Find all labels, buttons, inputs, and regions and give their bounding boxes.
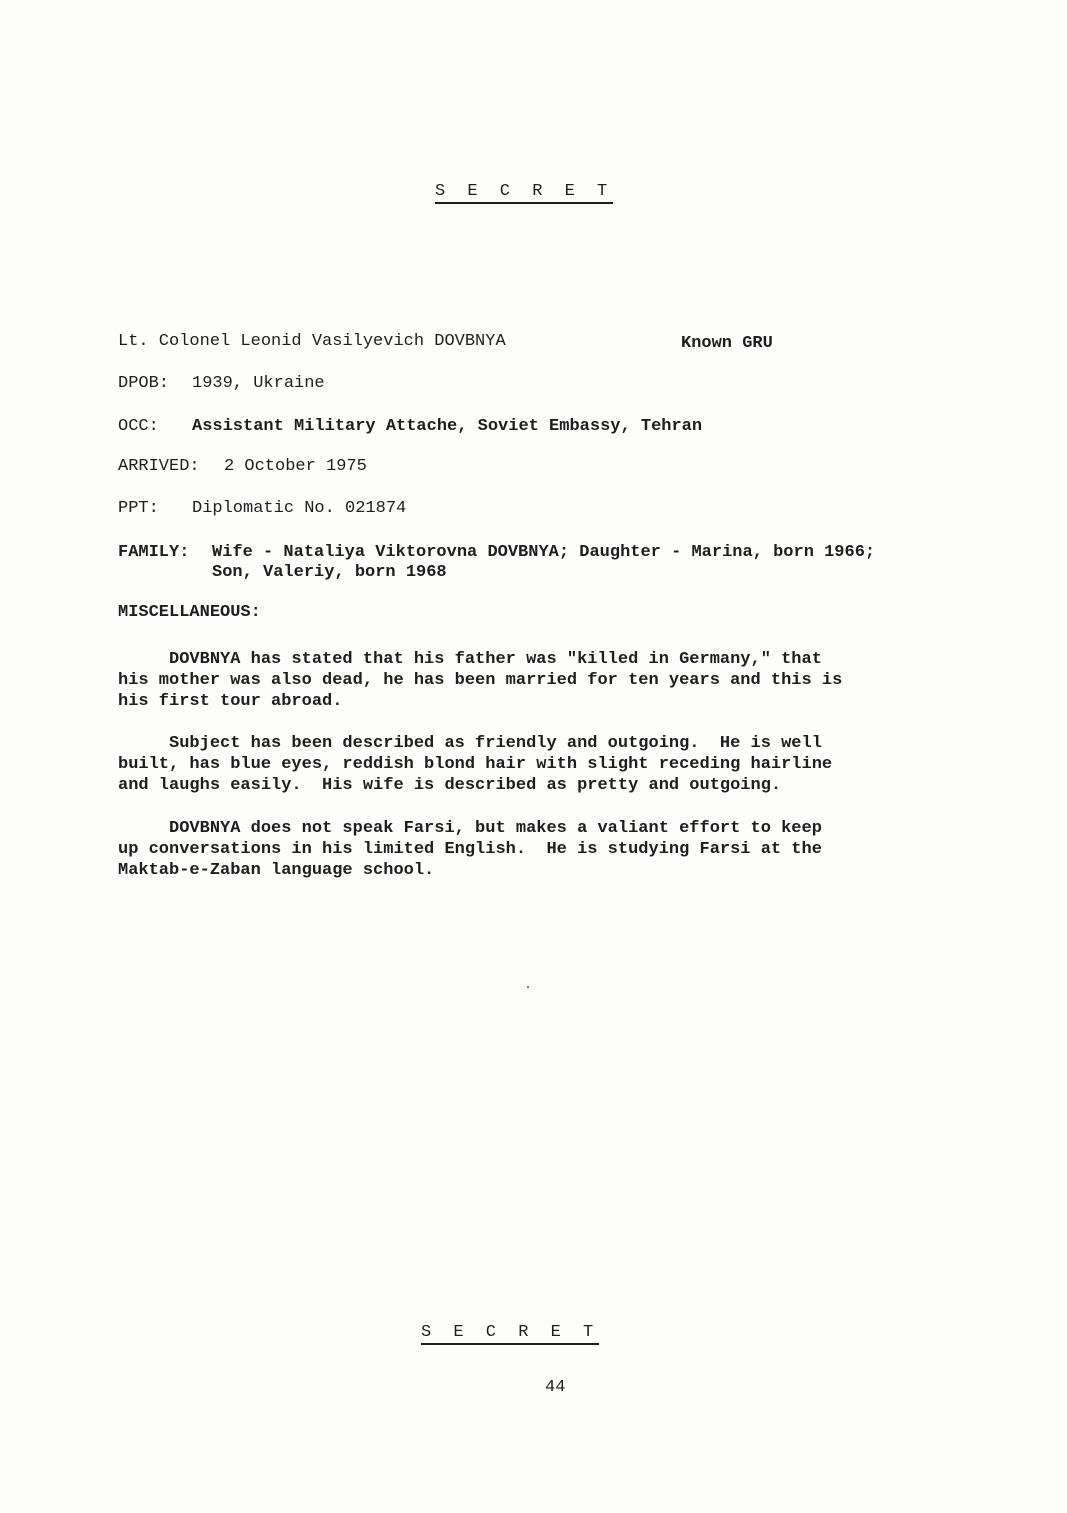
paragraph-background: DOVBNYA has stated that his father was "killed in Germany," that his mother was also dead, he has been married for ten years and this is his first tour abroad. <box>118 650 843 711</box>
occ-label: OCC: <box>118 417 159 436</box>
family-line-2: Son, Valeriy, born 1968 <box>212 563 447 582</box>
subject-affiliation: Known GRU <box>681 334 773 353</box>
paragraph-language: DOVBNYA does not speak Farsi, but makes a valiant effort to keep up conversations in his limited English. He is studying Farsi at the Maktab-e-Zaban language school. <box>118 819 822 880</box>
scan-speck <box>527 986 529 988</box>
dpob-label: DPOB: <box>118 374 170 393</box>
dpob-value: 1939, Ukraine <box>192 374 325 393</box>
occ-value: Assistant Military Attache, Soviet Embassy, Tehran <box>192 417 703 436</box>
family-label: FAMILY: <box>118 543 190 562</box>
footer-classification: S E C R E T <box>421 1323 599 1345</box>
arrived-label: ARRIVED: <box>118 457 200 476</box>
subject-name: Lt. Colonel Leonid Vasilyevich DOVBNYA <box>118 332 506 351</box>
ppt-label: PPT: <box>118 499 159 518</box>
paragraph-description: Subject has been described as friendly and outgoing. He is well built, has blue eyes, reddish blond hair with slight receding hairline and laughs easily. His wife is described as pretty and outgoing. <box>118 734 833 795</box>
miscellaneous-label: MISCELLANEOUS: <box>118 603 261 622</box>
arrived-value: 2 October 1975 <box>224 457 367 476</box>
header-classification: S E C R E T <box>435 182 613 204</box>
ppt-value: Diplomatic No. 021874 <box>192 499 407 518</box>
family-line-1: Wife - Nataliya Viktorovna DOVBNYA; Daughter - Marina, born 1966; <box>212 543 876 562</box>
page-number: 44 <box>545 1378 566 1397</box>
